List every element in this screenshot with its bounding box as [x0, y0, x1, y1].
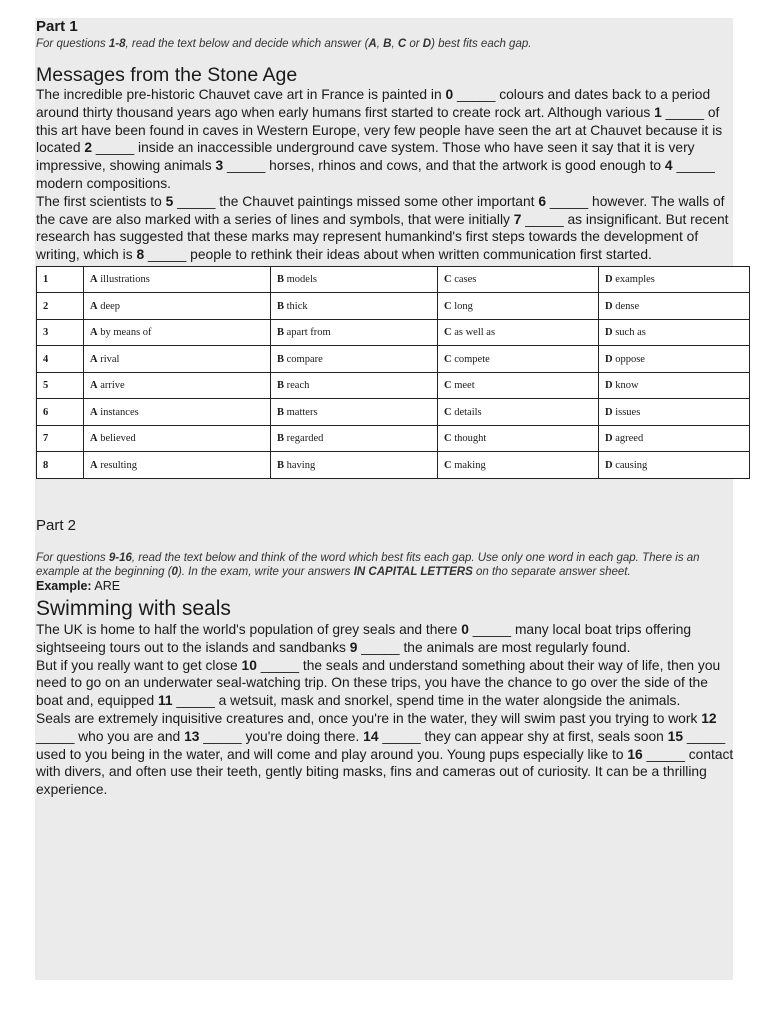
question-number: 8 — [37, 452, 84, 479]
option-d: D such as — [599, 319, 750, 346]
option-b: B compare — [271, 346, 438, 373]
table-row — [37, 399, 750, 426]
option-a: A illustrations — [84, 266, 271, 293]
option-a: A instances — [84, 399, 271, 426]
option-b: B matters — [271, 399, 438, 426]
worksheet-content — [36, 18, 734, 799]
question-number: 5 — [37, 372, 84, 399]
question-number: 6 — [37, 399, 84, 426]
question-number: 2 — [37, 293, 84, 320]
option-d: D dense — [599, 293, 750, 320]
option-d: D issues — [599, 399, 750, 426]
option-d: D examples — [599, 266, 750, 293]
table-row — [37, 319, 750, 346]
option-d: D oppose — [599, 346, 750, 373]
part1-instructions: For questions 1-8, read the text below and decide which answer (A, B, C or D) best fits each gap. — [36, 38, 532, 50]
option-a: A deep — [84, 293, 271, 320]
table-row — [37, 266, 750, 293]
example-value: ARE — [91, 578, 121, 593]
table-row — [37, 372, 750, 399]
table-row — [37, 346, 750, 373]
table-row — [37, 452, 750, 479]
option-a: A resulting — [84, 452, 271, 479]
part1-title: Messages from the Stone Age — [36, 64, 298, 86]
option-c: C details — [438, 399, 599, 426]
option-c: C thought — [438, 425, 599, 452]
option-c: C making — [438, 452, 599, 479]
part2-paragraph-3: Seals are extremely inquisitive creatures and, once you're in the water, they will swim past you trying to work 12 _____ who you are and 13 _____ you're doing there. 14 _____ they can appear shy at first, seals soon 15 _____ used to you being in the water, and will come and play around you. Young pups especially like to 16 _____ contact with divers, and often use their teeth, gently biting masks, fins and cameras out of curiosity. It can be a thrilling experience. — [36, 710, 734, 798]
option-b: B models — [271, 266, 438, 293]
part1-options-table — [36, 266, 750, 479]
part1-heading: Part 1 — [36, 18, 78, 35]
option-b: B having — [271, 452, 438, 479]
part2-paragraph-1: The UK is home to half the world's population of grey seals and there 0 _____ many local boat trips offering sightseeing tours out to the islands and sandbanks 9 _____ the animals are most regularly found. — [36, 621, 692, 655]
option-b: B thick — [271, 293, 438, 320]
part1-paragraph-1: The incredible pre-historic Chauvet cave art in France is painted in 0 _____ colours and dates back to a period around thirty thousand years ago when early humans first started to create rock art. Although various 1 _____ of this art have been found in caves in Western Europe, very few people have seen the art at Chauvet because it is located 2 _____ inside an inaccessible underground cave system. Those who have seen it say that it is very impressive, showing animals 3 _____ horses, rhinos and cows, and that the artwork is good enough to 4 _____ modern compositions. — [36, 87, 723, 191]
option-b: B reach — [271, 372, 438, 399]
option-d: D causing — [599, 452, 750, 479]
part2-example — [36, 579, 734, 594]
option-d: D know — [599, 372, 750, 399]
option-a: A rival — [84, 346, 271, 373]
part2-heading: Part 2 — [36, 516, 77, 534]
table-row — [37, 425, 750, 452]
option-c: C cases — [438, 266, 599, 293]
question-number: 7 — [37, 425, 84, 452]
part2-paragraph-2: But if you really want to get close 10 _____ the seals and understand something about their way of life, then you need to go on an underwater seal-watching trip. On these trips, you have the chance to go over the side of the boat and, equipped 11 _____ a wetsuit, mask and snorkel, spend time in the water alongside the animals. — [36, 657, 721, 709]
question-number: 4 — [37, 346, 84, 373]
question-number: 1 — [37, 266, 84, 293]
option-d: D agreed — [599, 425, 750, 452]
option-c: C meet — [438, 372, 599, 399]
part2-title: Swimming with seals — [36, 596, 231, 620]
option-b: B apart from — [271, 319, 438, 346]
question-number: 3 — [37, 319, 84, 346]
option-a: A arrive — [84, 372, 271, 399]
option-a: A believed — [84, 425, 271, 452]
option-c: C long — [438, 293, 599, 320]
table-row — [37, 293, 750, 320]
example-label: Example: — [36, 578, 92, 593]
part2-instructions: For questions 9-16, read the text below and think of the word which best fits each gap. Use only one word in each gap. There is an example at the beginning (0). In the exam, write your answers IN CAPITAL LETTERS on tho separate answer sheet. — [36, 551, 700, 578]
option-a: A by means of — [84, 319, 271, 346]
option-c: C as well as — [438, 319, 599, 346]
option-c: C compete — [438, 346, 599, 373]
option-b: B regarded — [271, 425, 438, 452]
part1-paragraph-2: The first scientists to 5 _____ the Chauvet paintings missed some other important 6 _____ however. The walls of the cave are also marked with a series of lines and symbols, that were initially 7 _____ as insignificant. But recent research has suggested that these marks may represent humankind's first steps towards the development of writing, which is 8 _____ people to rethink their ideas about when written communication first started. — [36, 193, 729, 263]
